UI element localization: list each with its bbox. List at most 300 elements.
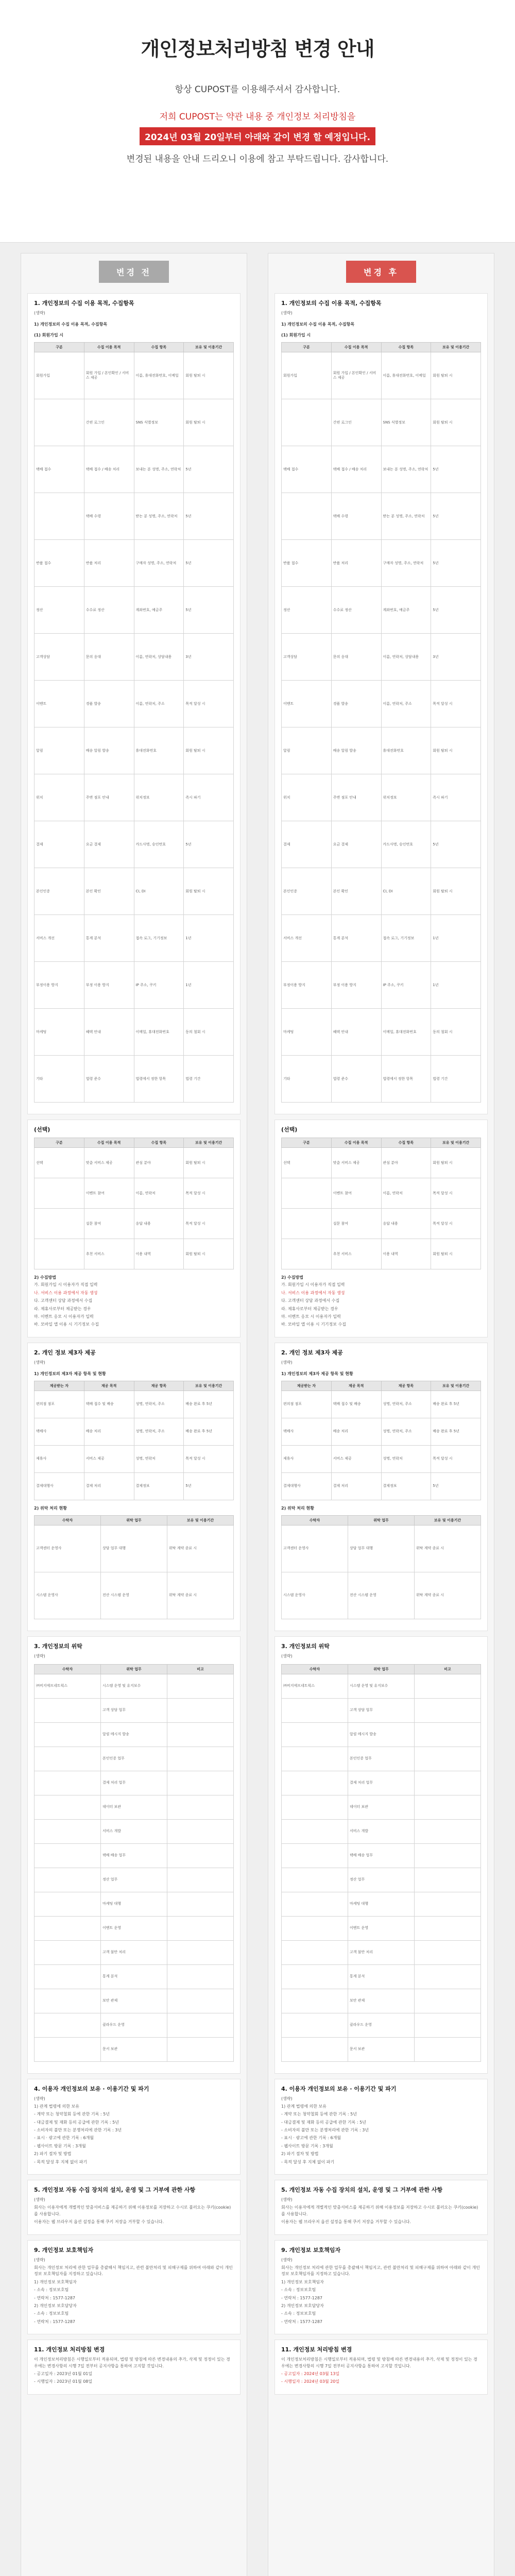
table-cell: 회원 탈퇴 시 <box>431 399 481 446</box>
column-header: 보유 및 이용기간 <box>431 1381 481 1391</box>
column-header: 비고 <box>167 1664 234 1674</box>
table-cell: 보안 관제 <box>101 1989 167 2013</box>
column-header: 수집 항목 <box>134 343 184 352</box>
table-cell: 동의 철회 시 <box>184 1009 234 1056</box>
table-cell: 부정 이용 방지 <box>331 962 381 1009</box>
section4-line: - 소비자의 불만 또는 분쟁처리에 관한 기록 : 3년 <box>281 2128 369 2133</box>
table-row <box>282 634 481 681</box>
notice-header <box>0 0 515 243</box>
table-cell: 결제정보 <box>134 1473 184 1500</box>
table-cell: 설문 참여 <box>331 1209 381 1239</box>
table-row <box>282 1009 481 1056</box>
column-header: 보유 및 이용기간 <box>431 1138 481 1148</box>
table-row <box>35 1674 234 1698</box>
column-header: 구분 <box>35 343 84 352</box>
table-row <box>35 399 234 446</box>
section5-line: 회사는 이용자에게 개별적인 맞춤서비스를 제공하기 위해 이용정보를 저장하고 수시로 불러오는 쿠키(cookie)를 사용합니다. <box>34 2205 231 2216</box>
table-row <box>282 1446 481 1473</box>
table-cell: 3년 <box>184 634 234 681</box>
table-cell: 성명, 연락처 <box>381 1446 431 1473</box>
table-cell: IP 주소, 쿠키 <box>381 962 431 1009</box>
table-cell <box>415 1795 481 1819</box>
section11-line: - 공고일자 : 2023년 01월 01일 <box>34 2371 93 2376</box>
table-row <box>35 1843 234 1868</box>
section9-line: - 소속 : 정보보호팀 <box>34 2287 69 2293</box>
table-cell: 반품 접수 <box>282 540 332 587</box>
table-cell <box>167 2013 234 2037</box>
table-cell: 고객센터 운영사 <box>35 1526 101 1572</box>
options-panel <box>27 1120 241 1337</box>
table-cell: 배송 알림 발송 <box>331 727 381 774</box>
section-title: 2. 개인 정보 제3자 제공 <box>281 1349 343 1356</box>
column-header: 제공 목적 <box>331 1381 381 1391</box>
table-header-row <box>35 1381 234 1391</box>
table-cell <box>415 2037 481 2061</box>
table-cell <box>282 399 332 446</box>
table-cell <box>282 1843 348 1868</box>
table-cell: 보내는 분 성명, 주소, 연락처 <box>381 446 431 493</box>
table-cell: 결제대행사 <box>35 1473 84 1500</box>
table-cell: 계좌번호, 예금주 <box>381 587 431 634</box>
table-row <box>282 1964 481 1989</box>
table-cell: 5년 <box>184 446 234 493</box>
table-cell: 마케팅 대행 <box>348 1892 415 1916</box>
table-cell: 회원 가입 / 본인확인 / 서비스 제공 <box>331 352 381 399</box>
table-cell: 기타 <box>282 1056 332 1103</box>
section11-panel <box>27 2340 241 2395</box>
table-row <box>35 1964 234 1989</box>
subsection-label: 2) 위탁 처리 현황 <box>34 1506 67 1511</box>
table-header-row <box>35 343 234 352</box>
third-party-panel <box>27 1343 241 1631</box>
section11-line: 이 개인정보처리방침은 시행일로부터 적용되며, 법령 및 방침에 따른 변경내용의 추가, 삭제 및 정정이 있는 경우에는 변경사항의 시행 7일 전부터 공지사항을 통하여 고지할 것입니다. <box>281 2357 477 2368</box>
table-cell: 편의점 점포 <box>35 1391 84 1418</box>
table-cell <box>167 1795 234 1819</box>
table-cell: 결제 <box>35 821 84 868</box>
table-row <box>282 1698 481 1722</box>
column-header: 수집 이용 목적 <box>331 1138 381 1148</box>
table-cell <box>167 2037 234 2061</box>
table-row <box>282 1771 481 1795</box>
table-cell: 5년 <box>184 587 234 634</box>
table-cell: 위치 <box>35 774 84 821</box>
section5-line: (생략) <box>281 2197 293 2202</box>
subsection-label: 2) 수집방법 <box>34 1275 56 1280</box>
table-cell: 본인인증 업무 <box>101 1747 167 1771</box>
table-cell: SNS 식별정보 <box>381 399 431 446</box>
subsection-label: 2) 위탁 처리 현황 <box>281 1506 314 1511</box>
table-row <box>35 446 234 493</box>
table-row <box>282 1056 481 1103</box>
column-header: 보유 및 이용기간 <box>431 343 481 352</box>
table-cell: 택배 접수 및 배송 <box>331 1391 381 1418</box>
table-row <box>282 1391 481 1418</box>
table-row <box>282 1674 481 1698</box>
table-row <box>282 1747 481 1771</box>
table-cell: 1년 <box>184 962 234 1009</box>
table-cell: 접속 로그, 기기정보 <box>134 915 184 962</box>
table-row <box>35 1009 234 1056</box>
section4-panel <box>274 2079 488 2175</box>
table-cell: 성명, 연락처, 주소 <box>134 1418 184 1446</box>
table-cell <box>415 1892 481 1916</box>
section4-line: - 표시 · 광고에 관한 기록 : 6개월 <box>281 2136 341 2141</box>
table-cell <box>35 1964 101 1989</box>
section-intro: (생략) <box>281 1654 293 1659</box>
table-row <box>35 915 234 962</box>
section5-panel <box>274 2180 488 2235</box>
collection-panel <box>27 293 241 1114</box>
section-title: 2. 개인 정보 제3자 제공 <box>34 1349 96 1356</box>
table-row <box>35 1148 234 1178</box>
notice-note: 변경된 내용을 안내 드리오니 이용에 참고 부탁드립니다. 감사합니다. <box>126 154 389 164</box>
table-cell: 법령에서 정한 항목 <box>134 1056 184 1103</box>
table-cell: 배송 완료 후 5년 <box>184 1391 234 1418</box>
table-cell <box>35 1722 101 1747</box>
column-header: 수탁자 <box>35 1516 101 1526</box>
table-cell: 경품 발송 <box>331 681 381 727</box>
column-header: 수탁자 <box>282 1664 348 1674</box>
column-header: 구분 <box>282 1138 332 1148</box>
table-cell: 이벤트 참여 <box>331 1178 381 1209</box>
section-title: 9. 개인정보 보호책임자 <box>34 2246 94 2253</box>
table-cell <box>282 1239 332 1269</box>
third_party-table <box>34 1381 234 1500</box>
table-cell: 휴대전화번호 <box>134 727 184 774</box>
section-title: 5. 개인정보 자동 수집 장치의 설치, 운영 및 그 거부에 관한 사항 <box>34 2187 196 2194</box>
before-badge: 변경 전 <box>99 261 169 283</box>
table-row <box>35 587 234 634</box>
table-cell: 전산 시스템 운영 <box>348 1572 415 1619</box>
table-cell: IP 주소, 쿠키 <box>134 962 184 1009</box>
table-row <box>282 1795 481 1819</box>
table-cell <box>35 1989 101 2013</box>
subsection-label: 2) 수집방법 <box>281 1275 303 1280</box>
table-row <box>35 1418 234 1446</box>
table-cell <box>415 1771 481 1795</box>
table-cell <box>282 493 332 540</box>
table-cell <box>282 1771 348 1795</box>
table-cell <box>415 1819 481 1843</box>
column-header: 위탁 업무 <box>101 1664 167 1674</box>
table-cell: 택배 접수 <box>282 446 332 493</box>
collect_method-line: 마. 이벤트 응모 시 이용자가 입력 <box>281 1314 341 1319</box>
table-cell: 택배 접수 및 배송 <box>84 1391 134 1418</box>
column-header: 보유 및 이용기간 <box>184 343 234 352</box>
table-row <box>35 2013 234 2037</box>
table-cell: 보안 관제 <box>348 1989 415 2013</box>
table-cell: 5년 <box>431 540 481 587</box>
table-cell: 3년 <box>431 634 481 681</box>
section9-line: - 소속 : 정보보호팀 <box>281 2311 316 2316</box>
table-cell <box>35 1892 101 1916</box>
column-header: 제공 항목 <box>134 1381 184 1391</box>
table-cell <box>35 2037 101 2061</box>
table-cell <box>167 1868 234 1892</box>
table-row <box>35 493 234 540</box>
section4-line: - 계약 또는 청약철회 등에 관한 기록 : 5년 <box>34 2112 110 2117</box>
table-cell: 알림 <box>35 727 84 774</box>
comparison-columns <box>0 243 515 2576</box>
table-cell: 회원 탈퇴 시 <box>431 1239 481 1269</box>
collect-method <box>281 1275 481 1328</box>
section-intro: (생략) <box>34 1654 45 1659</box>
table-row <box>282 493 481 540</box>
table-cell: 결제 처리 <box>331 1473 381 1500</box>
table-cell: 5년 <box>184 540 234 587</box>
collection-table <box>281 342 481 1103</box>
column-header: 비고 <box>415 1664 481 1674</box>
table-cell: 카드사명, 승인번호 <box>381 821 431 868</box>
section4-line: (생략) <box>34 2096 45 2101</box>
table-cell: 배송 처리 <box>84 1418 134 1446</box>
section5-line: 이용자는 웹 브라우저 옵션 설정을 통해 쿠키 저장을 거부할 수 있습니다. <box>34 2219 164 2225</box>
table-cell: 회원 탈퇴 시 <box>184 727 234 774</box>
table-cell: 클라우드 운영 <box>101 2013 167 2037</box>
table-row <box>282 727 481 774</box>
table-cell: 5년 <box>431 1473 481 1500</box>
section-title: 3. 개인정보의 위탁 <box>34 1643 82 1650</box>
collect_method-line: 나. 서비스 이용 과정에서 자동 생성 <box>281 1290 345 1295</box>
table-cell: 서비스 개선 <box>282 915 332 962</box>
table-cell: 서비스 개발 <box>101 1819 167 1843</box>
after-column <box>268 253 494 2576</box>
table-cell <box>282 1698 348 1722</box>
table-cell: 이메일, 휴대전화번호 <box>134 1009 184 1056</box>
table-cell <box>167 1819 234 1843</box>
table-row <box>282 868 481 915</box>
column-header: 보유 및 이용기간 <box>167 1516 234 1526</box>
table-cell: 법령에서 정한 항목 <box>381 1056 431 1103</box>
table-cell: 관심 분야 <box>381 1148 431 1178</box>
table-cell: 위치정보 <box>134 774 184 821</box>
table-cell: 이름, 휴대전화번호, 이메일 <box>134 352 184 399</box>
table-cell: 기타 <box>35 1056 84 1103</box>
subsection-label: 1) 개인정보의 제3자 제공 항목 및 현황 <box>34 1371 106 1377</box>
section-title: 4. 이용자 개인정보의 보유 · 이용기간 및 파기 <box>34 2085 149 2092</box>
table-cell: 이름, 연락처, 상담내용 <box>381 634 431 681</box>
table-row <box>282 1940 481 1964</box>
table-cell: 문의 응대 <box>331 634 381 681</box>
table-cell: 이름, 연락처 <box>381 1178 431 1209</box>
table-row <box>35 1446 234 1473</box>
third_party-table <box>34 1515 234 1619</box>
collection-table <box>34 342 234 1103</box>
section-title: 11. 개인정보 처리방침 변경 <box>34 2346 105 2353</box>
table-header-row <box>282 1138 481 1148</box>
section-intro: (생략) <box>34 311 45 315</box>
table-cell: 접속 로그, 기기정보 <box>381 915 431 962</box>
table-cell <box>35 1698 101 1722</box>
table-cell <box>415 2013 481 2037</box>
table-row <box>35 1572 234 1619</box>
table-row <box>282 1843 481 1868</box>
section4-line: - 대금결제 및 재화 등의 공급에 관한 기록 : 5년 <box>34 2120 119 2125</box>
table-cell: 마케팅 <box>35 1009 84 1056</box>
table-row <box>35 634 234 681</box>
table-row <box>35 1391 234 1418</box>
table-cell: 혜택 안내 <box>84 1009 134 1056</box>
table-cell: 고객상담 <box>282 634 332 681</box>
table-cell: 마케팅 대행 <box>101 1892 167 1916</box>
third_party-table <box>281 1515 481 1619</box>
table-cell: 목적 달성 시 <box>184 681 234 727</box>
table-cell: 목적 달성 시 <box>431 681 481 727</box>
table-cell: 추천 서비스 <box>331 1239 381 1269</box>
table-cell <box>35 1747 101 1771</box>
column-header: 수탁자 <box>282 1516 348 1526</box>
table-cell: 이름, 연락처 <box>134 1178 184 1209</box>
table-cell: 문의 응대 <box>84 634 134 681</box>
section9-line: - 연락처 : 1577-1287 <box>34 2295 76 2300</box>
table-cell <box>282 1209 332 1239</box>
section11-line: 이 개인정보처리방침은 시행일로부터 적용되며, 법령 및 방침에 따른 변경내용의 추가, 삭제 및 정정이 있는 경우에는 변경사항의 시행 7일 전부터 공지사항을 통하여 고지할 것입니다. <box>34 2357 230 2368</box>
effective-date-highlight: 2024년 03월 20일부터 아래와 같이 변경 할 예정입니다. <box>140 127 375 145</box>
section4-line: - 목적 달성 후 지체 없이 파기 <box>34 2159 88 2164</box>
table-cell <box>35 1795 101 1819</box>
section-title: 9. 개인정보 보호책임자 <box>281 2246 341 2253</box>
section11-line: - 시행일자 : 2023년 01월 08일 <box>34 2379 93 2384</box>
table-cell <box>167 1940 234 1964</box>
table-cell: 부정이용 방지 <box>282 962 332 1009</box>
table-cell: ㈜비지에프네트웍스 <box>282 1674 348 1698</box>
section4-line: - 소비자의 불만 또는 분쟁처리에 관한 기록 : 3년 <box>34 2128 122 2133</box>
table-row <box>282 446 481 493</box>
table-cell: 설문 참여 <box>84 1209 134 1239</box>
table-row <box>282 1148 481 1178</box>
section-title: 1. 개인정보의 수집 이용 목적, 수집항목 <box>34 300 134 307</box>
table-cell: 5년 <box>431 587 481 634</box>
subsection-label: (1) 회원가입 시 <box>34 333 64 338</box>
table-cell: 시스템 운영사 <box>35 1572 101 1619</box>
column-header: 제공받는 자 <box>282 1381 332 1391</box>
table-cell: 위탁 계약 종료 시 <box>167 1572 234 1619</box>
table-cell: 응답 내용 <box>381 1209 431 1239</box>
table-row <box>282 399 481 446</box>
collect_method-line: 마. 이벤트 응모 시 이용자가 입력 <box>34 1314 94 1319</box>
table-cell: 택배 접수 / 배송 처리 <box>331 446 381 493</box>
table-cell: 서비스 개선 <box>35 915 84 962</box>
subsection-label: 1) 개인정보의 수집 이용 목적, 수집항목 <box>281 322 355 327</box>
table-cell: 배송 완료 후 5년 <box>184 1418 234 1446</box>
table-row <box>282 1572 481 1619</box>
table-cell: CI, DI <box>134 868 184 915</box>
subsection-label: (1) 회원가입 시 <box>281 333 311 338</box>
column-header: 보유 및 이용기간 <box>184 1138 234 1148</box>
table-cell: 관심 분야 <box>134 1148 184 1178</box>
table-cell: 결제대행사 <box>282 1473 332 1500</box>
section9-line: - 소속 : 정보보호팀 <box>281 2287 316 2293</box>
table-cell: 법령 준수 <box>331 1056 381 1103</box>
column-header: 제공받는 자 <box>35 1381 84 1391</box>
section4-line: - 웹사이트 방문 기록 : 3개월 <box>34 2143 86 2148</box>
table-cell: 알림 메시지 발송 <box>101 1722 167 1747</box>
table-row <box>35 1722 234 1747</box>
after-badge: 변경 후 <box>346 261 416 283</box>
column-header: 수집 이용 목적 <box>331 343 381 352</box>
table-cell: 법령 준수 <box>84 1056 134 1103</box>
table-cell: 구매자 성명, 주소, 연락처 <box>134 540 184 587</box>
table-cell <box>282 1819 348 1843</box>
table-cell: 통계 분석 <box>84 915 134 962</box>
table-cell: 혜택 안내 <box>331 1009 381 1056</box>
table-cell <box>282 1892 348 1916</box>
table-row <box>35 1819 234 1843</box>
table-cell: 성명, 연락처, 주소 <box>381 1418 431 1446</box>
table-cell: 회원 가입 / 본인확인 / 서비스 제공 <box>84 352 134 399</box>
table-cell: 5년 <box>184 493 234 540</box>
table-cell: 결제 처리 업무 <box>348 1771 415 1795</box>
table-cell: 5년 <box>431 446 481 493</box>
section9-line: - 소속 : 정보보호팀 <box>34 2311 69 2316</box>
collect_method-line: 라. 제휴사로부터 제공받는 경우 <box>281 1306 338 1311</box>
table-row <box>35 1795 234 1819</box>
table-cell: 경품 발송 <box>84 681 134 727</box>
table-cell <box>167 1989 234 2013</box>
table-cell: 본인인증 업무 <box>348 1747 415 1771</box>
table-cell: 결제 처리 업무 <box>101 1771 167 1795</box>
section4-line: - 목적 달성 후 지체 없이 파기 <box>281 2159 335 2164</box>
column-header: 수집 항목 <box>381 343 431 352</box>
table-cell <box>415 1722 481 1747</box>
collect_method-line: 가. 회원가입 시 이용자가 직접 입력 <box>34 1282 98 1287</box>
table-cell: 고객센터 운영사 <box>282 1526 348 1572</box>
table-row <box>35 821 234 868</box>
section9-line: - 연락처 : 1577-1287 <box>281 2295 323 2300</box>
table-cell: 이름, 연락처, 상담내용 <box>134 634 184 681</box>
third_party-table <box>281 1381 481 1500</box>
table-row <box>35 1209 234 1239</box>
section-title: 5. 개인정보 자동 수집 장치의 설치, 운영 및 그 거부에 관한 사항 <box>281 2187 443 2194</box>
table-cell <box>35 493 84 540</box>
section5-line: 이용자는 웹 브라우저 옵션 설정을 통해 쿠키 저장을 거부할 수 있습니다. <box>281 2219 411 2225</box>
table-cell: 알림 메시지 발송 <box>348 1722 415 1747</box>
table-row <box>282 1819 481 1843</box>
table-cell <box>167 1674 234 1698</box>
table-cell: 편의점 점포 <box>282 1391 332 1418</box>
table-cell: 즉시 파기 <box>431 774 481 821</box>
table-row <box>35 1178 234 1209</box>
section-intro: (생략) <box>281 1360 293 1365</box>
column-header: 수탁자 <box>35 1664 101 1674</box>
table-header-row <box>282 1664 481 1674</box>
table-row <box>35 1056 234 1103</box>
table-cell: 맞춤 서비스 제공 <box>331 1148 381 1178</box>
table-cell: 위치 <box>282 774 332 821</box>
table-cell: 성명, 연락처, 주소 <box>381 1391 431 1418</box>
section4-line: - 표시 · 광고에 관한 기록 : 6개월 <box>34 2136 94 2141</box>
table-cell: 5년 <box>431 821 481 868</box>
table-cell: 목적 달성 시 <box>431 1209 481 1239</box>
table-row <box>282 1526 481 1572</box>
column-header: 구분 <box>282 343 332 352</box>
table-cell: 회원 탈퇴 시 <box>184 868 234 915</box>
table-cell <box>282 1747 348 1771</box>
table-cell: 선택 <box>282 1148 332 1178</box>
collect_method-line: 다. 고객센터 상담 과정에서 수집 <box>281 1298 340 1303</box>
table-cell: 이벤트 참여 <box>84 1178 134 1209</box>
table-cell: 결제 처리 <box>84 1473 134 1500</box>
table-cell: 선택 <box>35 1148 84 1178</box>
table-cell: 응답 내용 <box>134 1209 184 1239</box>
table-cell: 마케팅 <box>282 1009 332 1056</box>
table-row <box>282 1418 481 1446</box>
table-cell: 결제정보 <box>381 1473 431 1500</box>
table-row <box>35 1239 234 1269</box>
section-intro: (생략) <box>281 311 293 315</box>
table-cell: 1년 <box>431 962 481 1009</box>
table-cell: 간편 로그인 <box>331 399 381 446</box>
